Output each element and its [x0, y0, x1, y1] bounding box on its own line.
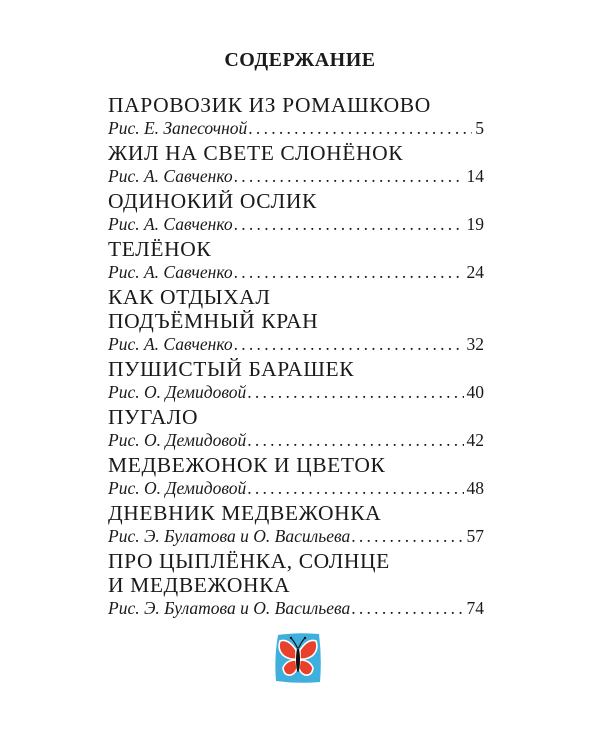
leader-dots [234, 261, 464, 284]
entry-page: 24 [466, 262, 484, 282]
entry-credit: Рис. А. Савченко [108, 214, 233, 234]
entry-title: ЖИЛ НА СВЕТЕ СЛОНЁНОК [108, 141, 404, 165]
entry-page: 57 [466, 526, 484, 546]
toc-entry[interactable] [108, 237, 484, 284]
entry-credit: Рис. Э. Булатова и О. Васильева [108, 598, 351, 618]
entry-title: ПАРОВОЗИК ИЗ РОМАШКОВО [108, 93, 431, 117]
entry-page: 14 [466, 166, 484, 186]
entry-title: ДНЕВНИК МЕДВЕЖОНКА [108, 501, 382, 525]
entry-page: 40 [466, 382, 484, 402]
entry-title-line-2: ПОДЪЁМНЫЙ КРАН [108, 309, 319, 333]
entry-credit: Рис. А. Савченко [108, 334, 233, 354]
entry-title: ПРО ЦЫПЛЁНКА, СОЛНЦЕ [108, 549, 390, 573]
entry-credit: Рис. О. Демидовой [108, 478, 247, 498]
entry-credit: Рис. О. Демидовой [108, 382, 247, 402]
leader-dots [247, 429, 463, 452]
entry-page: 32 [466, 334, 484, 354]
toc-entry[interactable] [108, 501, 484, 548]
entry-title: ОДИНОКИЙ ОСЛИК [108, 189, 317, 213]
toc-entry[interactable] [108, 549, 484, 620]
toc-entry[interactable] [108, 405, 484, 452]
entry-page: 74 [466, 598, 484, 618]
entry-credit: Рис. Е. Запесочной [108, 118, 248, 138]
leader-dots [351, 525, 463, 548]
entry-title: ПУГАЛО [108, 405, 199, 429]
entry-credit: Рис. Э. Булатова и О. Васильева [108, 526, 351, 546]
entry-credit: Рис. А. Савченко [108, 166, 233, 186]
entry-credit: Рис. О. Демидовой [108, 430, 247, 450]
leader-dots [234, 165, 464, 188]
leader-dots [248, 117, 472, 140]
leader-dots [351, 597, 463, 620]
entry-title: МЕДВЕЖОНОК И ЦВЕТОК [108, 453, 386, 477]
entry-title-line-2: И МЕДВЕЖОНКА [108, 573, 291, 597]
toc-entry[interactable] [108, 189, 484, 236]
toc-entry[interactable] [108, 453, 484, 500]
page-title: СОДЕРЖАНИЕ [224, 49, 376, 71]
entry-page: 5 [475, 118, 484, 138]
leader-dots [234, 333, 464, 356]
table-of-contents [108, 93, 484, 621]
leader-dots [234, 213, 464, 236]
toc-entry[interactable] [108, 285, 484, 356]
entry-title: ПУШИСТЫЙ БАРАШЕК [108, 357, 355, 381]
entry-page: 48 [466, 478, 484, 498]
entry-credit: Рис. А. Савченко [108, 262, 233, 282]
toc-entry[interactable] [108, 93, 484, 140]
leader-dots [247, 477, 463, 500]
entry-title: КАК ОТДЫХАЛ [108, 285, 271, 309]
toc-entry[interactable] [108, 357, 484, 404]
entry-title: ТЕЛЁНОК [108, 237, 212, 261]
entry-page: 19 [466, 214, 484, 234]
leader-dots [247, 381, 463, 404]
entry-page: 42 [466, 430, 484, 450]
toc-entry[interactable] [108, 141, 484, 188]
butterfly-icon [274, 632, 322, 684]
